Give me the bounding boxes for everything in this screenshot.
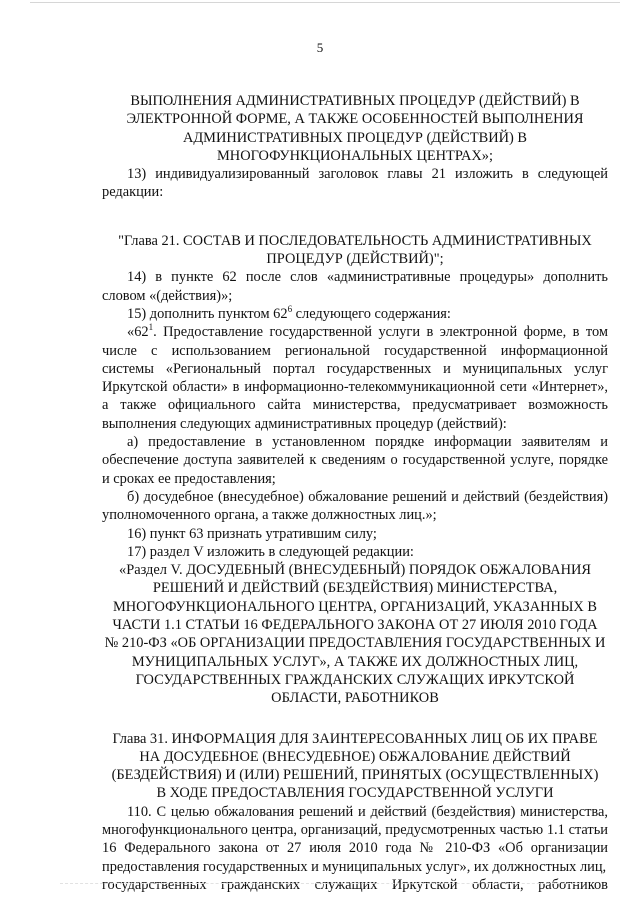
item-17: 17) раздел V изложить в следующей редакции: — [127, 543, 414, 560]
heading-31-line-1: Глава 31. ИНФОРМАЦИЯ ДЛЯ ЗАИНТЕРЕСОВАННЫХ ЛИЦ ОБ ИХ ПРАВЕ — [112, 730, 598, 747]
section-5-line-7: ГОСУДАРСТВЕННЫХ ГРАЖДАНСКИХ СЛУЖАЩИХ ИРКУТСКОЙ — [135, 671, 575, 688]
section-5-line-6: МУНИЦИПАЛЬНЫХ УСЛУГ», А ТАКЖЕ ИХ ДОЛЖНОСТНЫХ ЛИЦ, — [131, 653, 579, 670]
section-5-line-8: ОБЛАСТИ, РАБОТНИКОВ — [271, 690, 439, 707]
paragraph-62-sup: 1 — [148, 322, 154, 333]
item-15-sup: 6 — [287, 304, 293, 315]
paragraph-62-prefix: «62 — [127, 324, 149, 341]
last-line-word: области, — [471, 876, 524, 893]
paragraph-a: а) предоставление в установленном порядке информации заявителям и обеспечение доступа заявителей к сведениям о государственной услуге, порядке и сроках ее предоставления; — [102, 434, 608, 487]
last-line-word: Иркутской — [391, 876, 458, 893]
block1-line-4: МНОГОФУНКЦИОНАЛЬНЫХ ЦЕНТРАХ»; — [217, 147, 493, 164]
heading-31-line-3: (БЕЗДЕЙСТВИЯ) И (ИЛИ) РЕШЕНИЙ, ПРИНЯТЫХ (ОСУЩЕСТВЛЕННЫХ) — [111, 767, 599, 784]
section-5-line-3: МНОГОФУНКЦИОНАЛЬНОГО ЦЕНТРА, ОРГАНИЗАЦИЙ, УКАЗАННЫХ В — [112, 598, 598, 615]
heading-31-line-4: В ХОДЕ ПРЕДОСТАВЛЕНИЯ ГОСУДАРСТВЕННОЙ УСЛУГИ — [156, 785, 554, 802]
last-line-word: государственных — [102, 876, 207, 893]
bottom-edge-line — [60, 883, 580, 884]
section-5-line-2: РЕШЕНИЙ И ДЕЙСТВИЙ (БЕЗДЕЙСТВИЯ) МИНИСТЕРСТВА, — [152, 580, 558, 597]
block1-line-2: ЭЛЕКТРОННОЙ ФОРМЕ, А ТАКЖЕ ОСОБЕННОСТЕЙ ВЫПОЛНЕНИЯ — [126, 111, 584, 128]
last-line-word: работников — [538, 876, 608, 893]
item-13: 13) индивидуализированный заголовок главы 21 изложить в следующей редакции: — [102, 166, 608, 201]
spacer — [102, 202, 608, 232]
page-number: 5 — [316, 40, 324, 55]
paragraph-110: 110. С целью обжалования решений и действий (бездействия) министерства, многофункционального центра, организаций, предусмотренных частью 1.1 статьи 16 Федерального закона от 27 июля 2010 года № 210-ФЗ «Об организации предоставления государственных и муниципальных услуг», их должностных лиц, — [102, 803, 608, 875]
last-line-word: служащих — [314, 876, 378, 893]
paragraph-b: б) досудебное (внесудебное) обжалование решений и действий (бездействия) уполномоченного органа, а также должностных лиц.»; — [102, 488, 608, 524]
heading-21-line-2: ПРОЦЕДУР (ДЕЙСТВИЙ)"; — [266, 251, 444, 268]
paragraph-110-last-line — [102, 876, 608, 894]
spacer — [102, 708, 608, 730]
block1-line-1: ВЫПОЛНЕНИЯ АДМИНИСТРАТИВНЫХ ПРОЦЕДУР (ДЕЙСТВИЙ) В — [130, 93, 580, 109]
section-5-line-4: ЧАСТИ 1.1 СТАТЬИ 16 ФЕДЕРАЛЬНОГО ЗАКОНА ОТ 27 ИЮЛЯ 2010 ГОДА — [112, 617, 598, 634]
last-line-word: гражданских — [220, 876, 301, 893]
paragraph-62-1 — [102, 323, 608, 433]
item-16: 16) пункт 63 признать утратившим силу; — [127, 525, 377, 542]
section-5-line-5: № 210-ФЗ «ОБ ОРГАНИЗАЦИИ ПРЕДОСТАВЛЕНИЯ ГОСУДАРСТВЕННЫХ И — [104, 635, 606, 652]
heading-21-line-1: "Глава 21. СОСТАВ И ПОСЛЕДОВАТЕЛЬНОСТЬ АДМИНИСТРАТИВНЫХ — [118, 232, 592, 249]
heading-31-line-2: НА ДОСУДЕБНОЕ (ВНЕСУДЕБНОЕ) ОБЖАЛОВАНИЕ ДЕЙСТВИЙ — [139, 748, 571, 765]
item-15 — [102, 305, 608, 323]
item-15-prefix: 15) дополнить пунктом 62 — [127, 305, 288, 322]
document-body — [102, 92, 608, 894]
section-5-line-1: «Раздел V. ДОСУДЕБНЫЙ (ВНЕСУДЕБНЫЙ) ПОРЯДОК ОБЖАЛОВАНИЯ — [119, 562, 591, 579]
top-edge-line — [30, 2, 620, 3]
item-14: 14) в пункте 62 после слов «административные процедуры» дополнить словом «(действия)»; — [102, 269, 608, 304]
item-15-suffix: следующего содержания: — [292, 305, 451, 322]
paragraph-62-suffix: . Предоставление государственной услуги в электронной форме, в том числе с использованием региональной государственной информационной системы «Региональный портал государственных и муниципальных услуг Иркутской области» в информационно-телекоммуникационной сети «Интернет», а также официального сайта министерства, предусматривает возможность выполнения следующих административных процедур (действий): — [102, 324, 608, 432]
block1-line-3: АДМИНИСТРАТИВНЫХ ПРОЦЕДУР (ДЕЙСТВИЙ) В — [182, 129, 528, 146]
